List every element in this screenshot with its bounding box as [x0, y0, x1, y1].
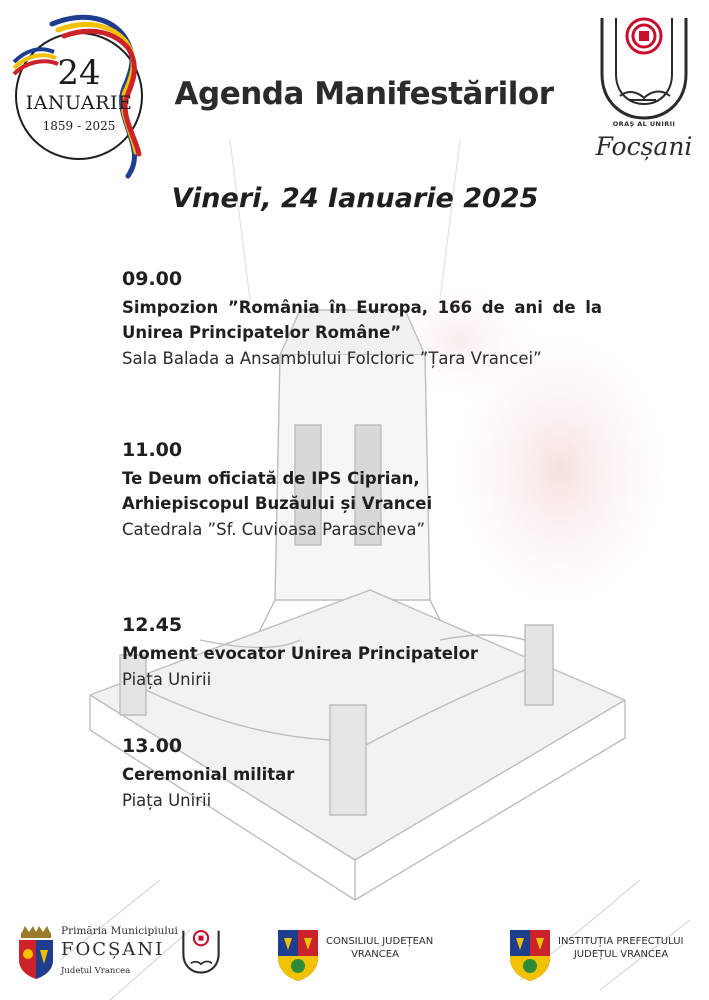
consiliu-line-1: CONSILIUL JUDEȚEAN [326, 936, 434, 947]
union-hands-small-icon [180, 924, 222, 980]
badge-day: 24 [57, 53, 101, 93]
logo-tagline: ORAȘ AL UNIRII [612, 120, 676, 128]
agenda-event-3 [122, 612, 602, 692]
primaria-line-2: FOCȘANI [61, 939, 165, 960]
vrancea-coat-of-arms-icon [276, 928, 320, 982]
prefectura-coat-of-arms-icon [508, 928, 552, 982]
badge-years: 1859 - 2025 [42, 119, 116, 133]
event-place: Sala Balada a Ansamblului Folcloric ”Țara Vrancei” [122, 349, 542, 368]
agenda-event-2 [122, 437, 602, 542]
consiliu-line-2: VRANCEA [351, 949, 399, 960]
focsani-city-logo [594, 14, 694, 164]
agenda-event-1 [122, 266, 602, 371]
event-place: Piața Unirii [122, 670, 212, 689]
event-title-line-1: Te Deum oficiată de IPS Ciprian, [122, 469, 420, 488]
event-time: 09.00 [122, 268, 183, 290]
primaria-logo [15, 922, 220, 984]
prefectura-line-2: JUDEȚUL VRANCEA [573, 949, 669, 960]
date-heading: Vineri, 24 Ianuarie 2025 [171, 183, 539, 214]
event-time: 13.00 [122, 735, 183, 757]
event-title: Ceremonial militar [122, 765, 295, 784]
event-title-line-2: Arhiepiscopul Buzăului și Vrancei [122, 494, 433, 513]
event-time: 11.00 [122, 439, 183, 461]
badge-month: IANUARIE [25, 92, 133, 114]
event-place: Piața Unirii [122, 791, 212, 810]
consiliul-judetean-logo [276, 928, 451, 984]
agenda-event-4 [122, 733, 602, 813]
event-title: Simpozion ”România în Europa, 166 de ani de la Unirea Principatelor Române” [122, 298, 602, 342]
prefectura-line-1: INSTITUȚIA PREFECTULUI [558, 936, 684, 947]
logo-city-name: Focșani [595, 132, 693, 161]
anniversary-badge [12, 10, 172, 175]
event-time: 12.45 [122, 614, 183, 636]
page-title: Agenda Manifestărilor [174, 76, 554, 112]
event-title: Moment evocator Unirea Principatelor [122, 644, 479, 663]
primaria-line-3: Județul Vrancea [61, 966, 131, 976]
focsani-coat-of-arms-icon [15, 924, 57, 980]
prefectura-logo [508, 928, 693, 984]
union-hands-icon [594, 14, 694, 124]
primaria-line-1: Primăria Municipiului [61, 925, 178, 937]
event-place: Catedrala ”Sf. Cuvioasa Parascheva” [122, 520, 426, 539]
